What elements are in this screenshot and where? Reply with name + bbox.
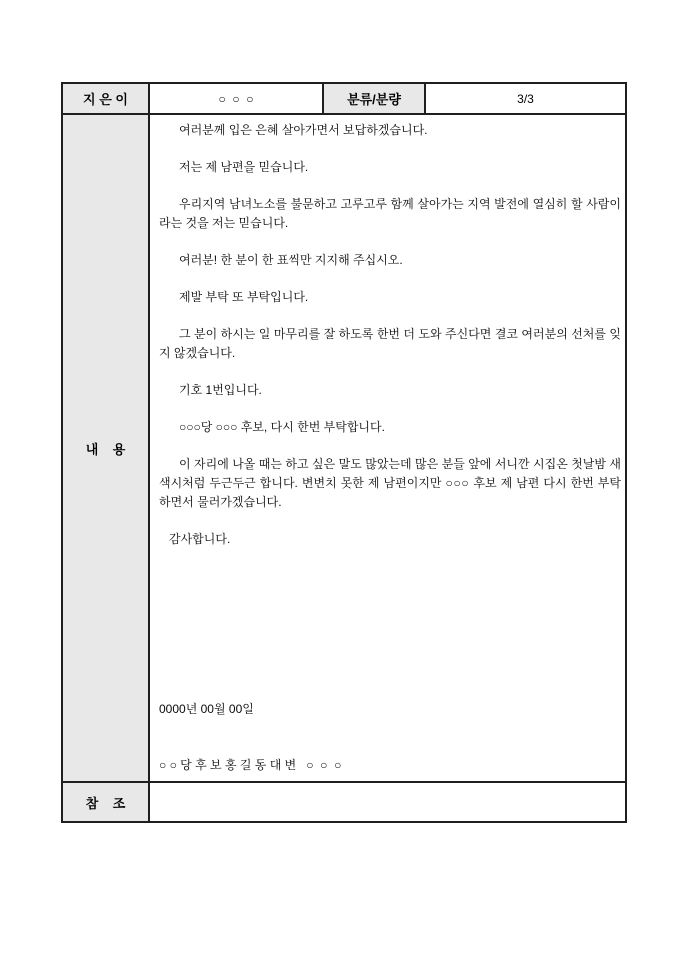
content-cell xyxy=(149,114,626,782)
date-line: 0000년 00월 00일 xyxy=(159,702,254,716)
content-paragraph-10: 감사합니다. xyxy=(169,532,231,546)
classification-label-cell: 분류/분량 xyxy=(323,83,425,114)
classification-value-cell: 3/3 xyxy=(425,83,626,114)
author-label-cell: 지 은 이 xyxy=(62,83,149,114)
content-paragraph-6: 그 분이 하시는 일 마무리를 잘 하도록 한번 더 도와 주신다면 결코 여러분의 선처를 잊지 않겠습니다. xyxy=(159,327,621,360)
content-paragraph-5: 제발 부탁 또 부탁입니다. xyxy=(179,290,309,304)
content-row xyxy=(62,114,626,782)
content-paragraph-8: ○○○당 ○○○ 후보, 다시 한번 부탁합니다. xyxy=(179,420,385,434)
document-table xyxy=(61,82,627,823)
blank-space xyxy=(159,567,621,700)
content-paragraph-1: 여러분께 입은 은혜 살아가면서 보답하겠습니다. xyxy=(179,123,428,137)
header-row xyxy=(62,83,626,114)
reference-value-cell xyxy=(149,782,626,822)
content-paragraph-3: 우리지역 남녀노소를 불문하고 고루고루 함께 살아가는 지역 발전에 열심히 할 사람이라는 것을 저는 믿습니다. xyxy=(159,197,621,230)
content-label-cell: 내 용 xyxy=(62,114,149,782)
content-paragraph-9: 이 자리에 나올 때는 하고 싶은 말도 많았는데 많은 분들 앞에 서니깐 시집온 첫날밤 새색시처럼 두근두근 합니다. 변변치 못한 제 남편이지만 ○○○ 후보 제 남편 다시 한번 부탁하면서 물러가겠습니다. xyxy=(159,457,621,509)
reference-label-cell: 참 조 xyxy=(62,782,149,822)
closing-line: ○ ○ 당 후 보 홍 길 동 대 변 ○ ○ ○ xyxy=(159,758,342,772)
content-paragraph-7: 기호 1번입니다. xyxy=(179,383,262,397)
content-paragraph-4: 여러분! 한 분이 한 표씩만 지지해 주십시오. xyxy=(179,253,403,267)
content-paragraph-2: 저는 제 남편을 믿습니다. xyxy=(179,160,309,174)
content-body xyxy=(150,115,625,775)
reference-row xyxy=(62,782,626,822)
author-value-cell: ○ ○ ○ xyxy=(149,83,323,114)
